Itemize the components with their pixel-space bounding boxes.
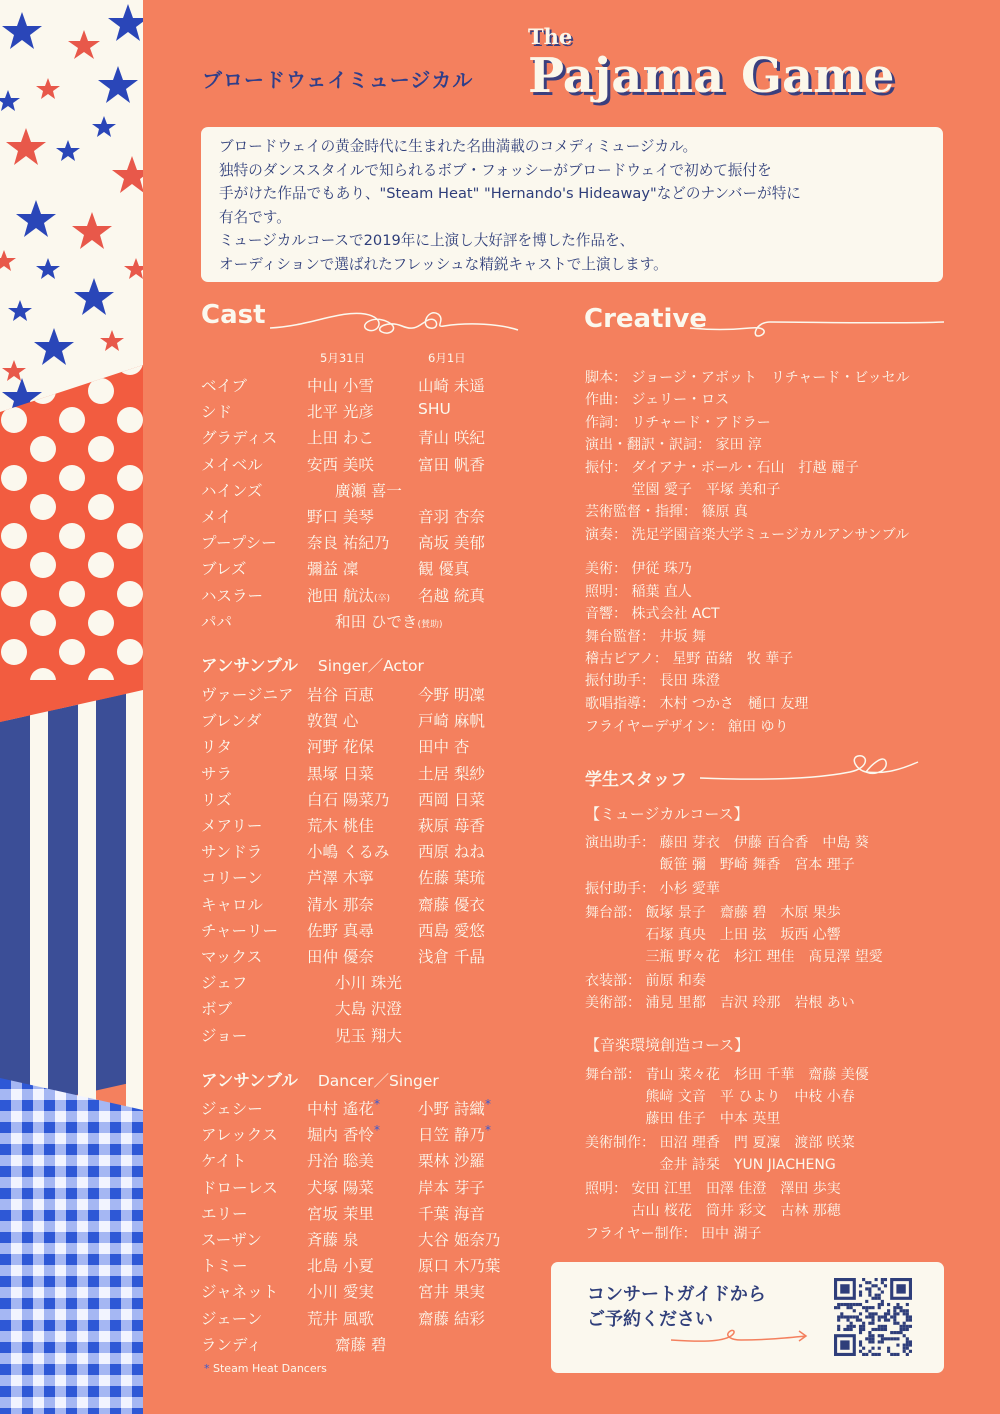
cast-row (201, 505, 531, 527)
ensemble2-title: アンサンブル (201, 1071, 298, 1090)
performer-name: 小川 珠光 (335, 974, 402, 993)
cast-row (201, 788, 531, 810)
staff-line: 照明： 安田 江里 田澤 佳澄 澤田 歩実 (585, 1181, 841, 1197)
staff-line: 舞台監督： 井坂 舞 (585, 629, 706, 645)
performer-name: 富田 帆香 (418, 455, 485, 474)
staff-line: 飯笹 彌 野崎 舞香 宮本 理子 (585, 857, 855, 873)
performer-name: 佐野 真尋 (307, 921, 374, 940)
ensemble2-subtitle: Dancer／Singer (317, 1072, 439, 1090)
cast-row (201, 1123, 531, 1145)
concert-line-2: ご予約ください (587, 1309, 713, 1330)
performer-name: 戸崎 麻帆 (418, 712, 485, 731)
concert-line-1: コンサートガイドから (587, 1284, 766, 1305)
course2-heading: 【音楽環境創造コース】 (585, 1036, 750, 1054)
staff-line: フライヤーデザイン： 舘田 ゆり (585, 719, 789, 735)
header-subtitle: ブロードウェイミュージカル (202, 68, 474, 92)
performer-name: 小野 詩織* (418, 1097, 491, 1119)
performer-name: 清水 那奈 (307, 895, 374, 914)
intro-line: 手がけた作品でもあり、"Steam Heat" "Hernando's Hideaway"などのナンバーが特に (219, 185, 801, 202)
performer-name: 岸本 芽子 (418, 1178, 485, 1197)
role-name: ベイブ (201, 377, 248, 395)
date-header-2: 6月1日 (428, 351, 466, 365)
performer-name: 上田 わこ (307, 429, 374, 448)
cast-row (201, 531, 531, 553)
performer-name: 今野 明凜 (418, 686, 485, 704)
performer-name: 大谷 姫奈乃 (418, 1231, 501, 1249)
cast-row (201, 557, 531, 579)
footnote-text: Steam Heat Dancers (213, 1362, 327, 1375)
performer-name: 浅倉 千晶 (418, 948, 485, 966)
performer-name: 西原 ねね (418, 843, 485, 862)
staff-line: 作詞： リチャード・アドラー (585, 415, 771, 431)
staff-title: 学生スタッフ (585, 770, 687, 790)
cast-row (201, 919, 531, 941)
performer-name: 黒塚 日菜 (307, 764, 374, 783)
asterisk-mark: * (373, 1097, 380, 1111)
staff-line: 美術制作： 田沼 理香 門 夏凜 渡部 咲菜 (585, 1135, 855, 1151)
performer-name: SHU (418, 400, 451, 419)
role-name: エリー (201, 1204, 248, 1223)
patchwork-graphic (0, 0, 143, 1414)
performer-name: 土居 梨紗 (418, 764, 485, 783)
role-name: ヴァージニア (201, 686, 294, 704)
performer-name: 岩谷 百恵 (307, 686, 374, 704)
role-name: リズ (201, 790, 232, 809)
performer-name: 池田 航汰(卒) (307, 586, 390, 605)
role-name: ドローレス (201, 1178, 278, 1197)
role-name: サンドラ (201, 843, 263, 862)
cast-row (201, 479, 531, 501)
cast-row (201, 1228, 531, 1250)
cast-row (201, 374, 531, 396)
intro-line: ミュージカルコースで2019年に上演し大好評を博した作品を、 (219, 232, 635, 249)
staff-line: 美術部： 浦見 里都 吉沢 玲那 岩根 あい (585, 995, 855, 1011)
staff-line: 脚本： ジョージ・アボット リチャード・ビッセル (585, 370, 910, 386)
performer-name: 堀内 香怜* (307, 1123, 380, 1145)
staff-line: 照明： 稲葉 直人 (585, 584, 692, 600)
performer-name: 日笠 静乃* (418, 1123, 491, 1145)
staff-line: 美術： 伊従 珠乃 (585, 561, 692, 577)
performer-name: 廣瀬 喜一 (335, 481, 402, 500)
role-name: グラディス (201, 429, 278, 448)
role-name: キャロル (201, 895, 264, 914)
performer-name: 大島 沢澄 (335, 1000, 402, 1019)
role-name: ジョー (201, 1026, 248, 1045)
performer-name: 齋藤 碧 (335, 1335, 387, 1354)
ensemble2-heading (201, 1067, 439, 1091)
intro-box (201, 127, 943, 282)
role-name: リタ (201, 738, 233, 757)
role-name: ボブ (201, 1000, 233, 1019)
role-name: ジェフ (201, 974, 248, 993)
creative-title: Creative (584, 304, 708, 334)
performer-name: 和田 ひでき(賛助) (335, 612, 443, 631)
role-name: メイ (201, 508, 232, 526)
performer-name: 観 優真 (418, 560, 470, 579)
staff-line: 石塚 真央 上田 弦 坂西 心響 (585, 927, 841, 943)
staff-line: 熊﨑 文音 平 ひより 中枝 小春 (585, 1089, 855, 1105)
cast-row (201, 709, 531, 731)
footnote-mark: * (204, 1362, 210, 1375)
staff-line: 金井 詩栞 YUN JIACHENG (585, 1157, 836, 1173)
ensemble1-title: アンサンブル (201, 656, 298, 675)
asterisk-mark: * (484, 1097, 491, 1111)
performer-name: 北平 光彦 (307, 403, 374, 422)
performer-name: 宮坂 茉里 (307, 1204, 374, 1223)
cast-row (201, 584, 531, 606)
footnote (204, 1362, 327, 1375)
cast-row (201, 400, 531, 422)
performer-name: 斉藤 泉 (307, 1231, 359, 1249)
role-name: メアリー (201, 817, 263, 835)
staff-line: 振付助手： 小杉 愛華 (585, 881, 720, 897)
cast-row (201, 893, 531, 915)
cast-row (201, 1254, 531, 1276)
performer-note: (賛助) (417, 619, 443, 630)
role-name: メイベル (201, 455, 263, 474)
cast-row (201, 426, 531, 448)
staff-line: 演奏： 洗足学園音楽大学ミュージカルアンサンブル (585, 527, 910, 543)
performer-name: 佐藤 葉琉 (418, 869, 485, 888)
performer-name: 丹治 聡美 (307, 1152, 374, 1171)
performer-name: 音羽 杏奈 (418, 508, 485, 526)
performer-name: 小川 愛実 (307, 1283, 374, 1302)
role-name: ケイト (201, 1152, 247, 1171)
staff-line: 芸術監督・指揮： 篠原 真 (585, 504, 748, 520)
asterisk-mark: * (484, 1123, 491, 1138)
arrow-swirl-decoration (671, 1328, 811, 1348)
role-name: ランディ (201, 1335, 262, 1354)
performer-name: 田中 杏 (418, 738, 470, 757)
performer-name: 彌益 凜 (307, 560, 359, 579)
performer-name: 小嶋 くるみ (307, 843, 390, 862)
cast-row (201, 1307, 531, 1329)
cast-row (201, 610, 531, 632)
role-name: ブレンダ (201, 712, 262, 731)
title-the: The (528, 24, 573, 49)
role-name: スーザン (201, 1231, 262, 1249)
role-name: アレックス (201, 1126, 278, 1145)
staff-line: 古山 桜花 筒井 彩文 古林 那穂 (585, 1203, 841, 1219)
qr-code-icon[interactable] (834, 1278, 912, 1356)
performer-name: 齋藤 結彩 (418, 1309, 485, 1328)
staff-line: フライヤー制作： 田中 湖子 (585, 1226, 762, 1242)
performer-name: 白石 陽菜乃 (307, 790, 390, 809)
role-name: トミー (201, 1257, 248, 1276)
performer-name: 荒井 風歌 (307, 1309, 374, 1328)
performer-note: (卒) (373, 593, 390, 604)
cast-row (201, 814, 531, 836)
swirl-decoration (690, 306, 945, 346)
role-name: チャーリー (201, 921, 279, 940)
date-header-1: 5月31日 (320, 351, 365, 365)
cast-row (201, 1280, 531, 1302)
intro-line: ブロードウェイの黄金時代に生まれた名曲満載のコメディミュージカル。 (219, 138, 698, 155)
staff-line: 稽古ピアノ： 星野 苗緒 牧 華子 (585, 651, 794, 667)
performer-name: 千葉 海音 (418, 1204, 485, 1223)
performer-name: 田仲 優奈 (307, 948, 374, 966)
concert-guide-text (587, 1282, 766, 1332)
performer-name: 犬塚 陽菜 (307, 1178, 374, 1197)
performer-name: 山崎 未遥 (418, 377, 485, 395)
performer-name: 中村 遙花* (307, 1097, 380, 1119)
role-name: ジェシー (201, 1100, 263, 1118)
staff-line: 振付助手： 長田 珠澄 (585, 673, 720, 689)
staff-line: 堂園 愛子 平塚 美和子 (585, 482, 781, 498)
staff-line: 作曲： ジェリー・ロス (585, 392, 730, 408)
cast-row (201, 683, 531, 705)
staff-line: 衣装部： 前原 和奏 (585, 973, 706, 989)
performer-name: 原口 木乃葉 (418, 1257, 501, 1276)
role-name: マックス (201, 948, 263, 966)
performer-name: 青山 咲紀 (418, 429, 485, 448)
role-name: パパ (201, 612, 233, 631)
performer-name: 児玉 翔大 (335, 1026, 402, 1045)
ensemble1-subtitle: Singer／Actor (317, 657, 424, 675)
performer-name: 齋藤 優衣 (418, 895, 485, 914)
role-name: サラ (201, 764, 233, 783)
staff-line: 演出・翻訳・訳詞： 家田 淳 (585, 437, 762, 453)
staff-line: 藤田 佳子 中本 英里 (585, 1111, 781, 1127)
role-name: ジャネット (201, 1283, 279, 1302)
performer-name: 野口 美琴 (307, 508, 374, 526)
cast-row (201, 1202, 531, 1224)
course1-heading: 【ミュージカルコース】 (585, 805, 749, 823)
concert-guide-box[interactable] (551, 1262, 944, 1373)
cast-row (201, 762, 531, 784)
cast-row (201, 840, 531, 862)
cast-row (201, 945, 531, 967)
performer-name: 北島 小夏 (307, 1257, 374, 1276)
performer-name: 奈良 祐紀乃 (307, 534, 390, 553)
role-name: ジェーン (201, 1309, 263, 1328)
cast-row (201, 1024, 531, 1046)
staff-line: 演出助手： 藤田 芽衣 伊藤 百合香 中島 葵 (585, 835, 869, 851)
staff-line: 音響： 株式会社 ACT (585, 606, 720, 622)
performer-name: 高坂 美郁 (418, 534, 485, 553)
cast-row (201, 1176, 531, 1198)
performer-name: 荒木 桃佳 (307, 817, 374, 835)
performer-name: 宮井 果実 (418, 1283, 485, 1302)
performer-name: 名越 統真 (418, 586, 485, 605)
staff-line: 舞台部： 飯塚 景子 齋藤 碧 木原 果歩 (585, 905, 841, 921)
performer-name: 敦賀 心 (307, 712, 359, 731)
cast-row (201, 453, 531, 475)
performer-name: 西島 愛悠 (418, 921, 485, 940)
intro-line: 独特のダンススタイルで知られるボブ・フォッシーがブロードウェイで初めて振付を (219, 161, 772, 179)
cast-title: Cast (201, 300, 266, 330)
ensemble1-heading (201, 652, 424, 676)
role-name: ハインズ (201, 481, 263, 500)
asterisk-mark: * (373, 1123, 380, 1138)
page-title: Pajama Game (528, 48, 895, 104)
cast-row (201, 866, 531, 888)
swirl-decoration (270, 300, 520, 340)
performer-name: 中山 小雪 (307, 377, 374, 395)
cast-row (201, 997, 531, 1019)
heart-swirl-decoration (700, 748, 920, 788)
role-name: ハスラー (201, 586, 264, 605)
staff-line: 三瓶 野々花 杉江 理佳 髙見澤 望愛 (585, 949, 883, 965)
staff-line: 振付： ダイアナ・ボール・石山 打越 麗子 (585, 460, 859, 476)
performer-name: 栗林 沙羅 (418, 1152, 485, 1171)
performer-name: 萩原 苺香 (418, 817, 485, 835)
role-name: ブレズ (201, 560, 247, 579)
cast-row (201, 735, 531, 757)
cast-row (201, 971, 531, 993)
cast-row (201, 1333, 531, 1355)
cast-row (201, 1149, 531, 1171)
intro-line: オーディションで選ばれたフレッシュな精鋭キャストで上演します。 (219, 255, 668, 273)
performer-name: 河野 花保 (307, 738, 374, 757)
intro-line: 有名です。 (219, 208, 291, 226)
staff-line: 歌唱指導： 木村 つかさ 樋口 友理 (585, 696, 809, 712)
decorative-pattern-strip (0, 0, 143, 1414)
performer-name: 安西 美咲 (307, 455, 374, 474)
role-name: シド (201, 403, 233, 422)
performer-name: 西岡 日菜 (418, 790, 485, 809)
staff-line: 舞台部： 青山 菜々花 杉田 千華 齋藤 美優 (585, 1067, 869, 1083)
cast-row (201, 1097, 531, 1119)
role-name: プープシー (201, 534, 277, 553)
role-name: コリーン (201, 869, 263, 888)
performer-name: 芦澤 木寧 (307, 869, 374, 888)
